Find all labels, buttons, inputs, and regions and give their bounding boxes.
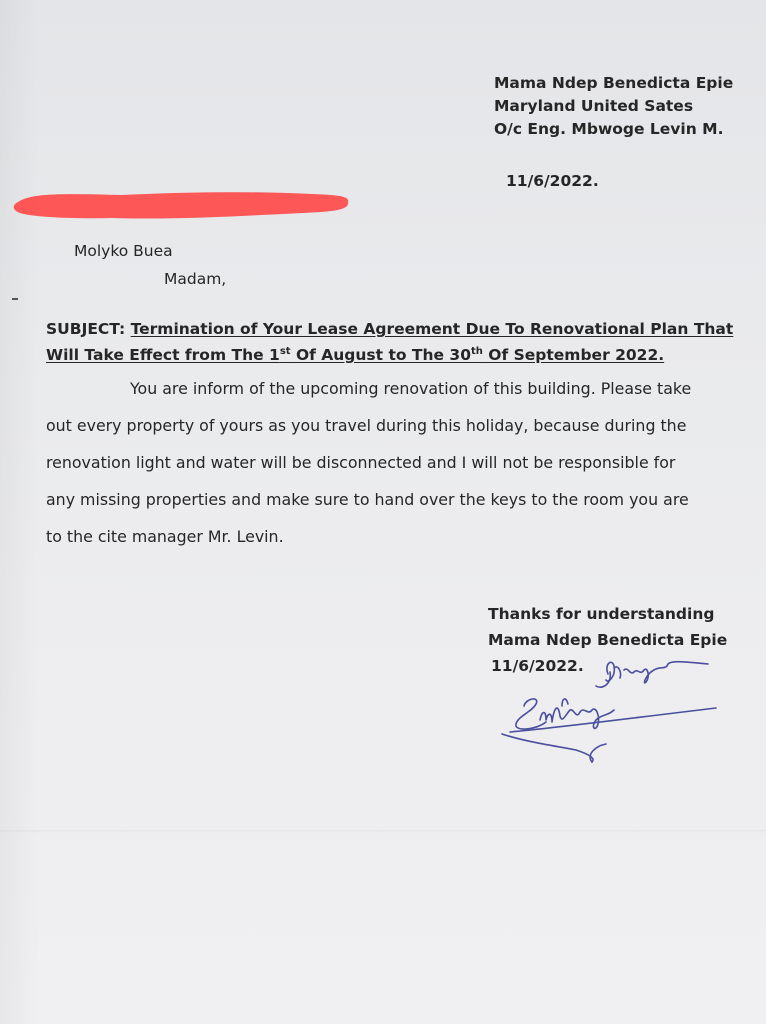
closing-name: Mama Ndep Benedicta Epie — [488, 631, 728, 649]
letter-date: 11/6/2022. — [506, 172, 599, 190]
body-line: out every property of yours as you travel during this holiday, because during the — [46, 416, 687, 435]
subject-sup-st: st — [279, 345, 291, 357]
subject-title-2c: Of September 2022. — [482, 346, 665, 364]
sender-name: Mama Ndep Benedicta Epie — [494, 74, 734, 92]
body-line: renovation light and water will be disconnected and I will not be responsible for — [46, 453, 676, 472]
body-line: any missing properties and make sure to hand over the keys to the room you are — [46, 490, 689, 509]
sender-location: Maryland United Sates — [494, 97, 694, 115]
closing-thanks: Thanks for understanding — [488, 605, 715, 623]
body-line: You are inform of the upcoming renovation of this building. Please take — [130, 379, 692, 398]
paper-shadow — [0, 0, 40, 1024]
subject-sup-th: th — [471, 345, 483, 357]
redaction-mark — [12, 186, 352, 224]
subject-label: SUBJECT: — [46, 320, 126, 338]
subject-title-2b: Of August to The 30 — [290, 346, 471, 364]
paper-fold — [0, 830, 766, 833]
subject-line-1 — [46, 318, 733, 340]
body-line: to the cite manager Mr. Levin. — [46, 527, 284, 546]
recipient-address: Molyko Buea — [74, 242, 173, 260]
stray-mark — [12, 298, 18, 300]
closing-date: 11/6/2022. — [491, 657, 584, 675]
handwritten-signature — [496, 650, 726, 770]
salutation: Madam, — [164, 270, 227, 288]
subject-title-line-1: Termination of Your Lease Agreement Due To Renovational Plan That — [130, 320, 734, 338]
subject-block — [46, 318, 733, 366]
subject-line-2 — [46, 344, 733, 366]
body-paragraph — [46, 378, 691, 563]
sender-block — [494, 72, 733, 141]
sender-care-of: O/c Eng. Mbwoge Levin M. — [494, 120, 724, 138]
subject-title-2a: Will Take Effect from The 1 — [46, 346, 280, 364]
